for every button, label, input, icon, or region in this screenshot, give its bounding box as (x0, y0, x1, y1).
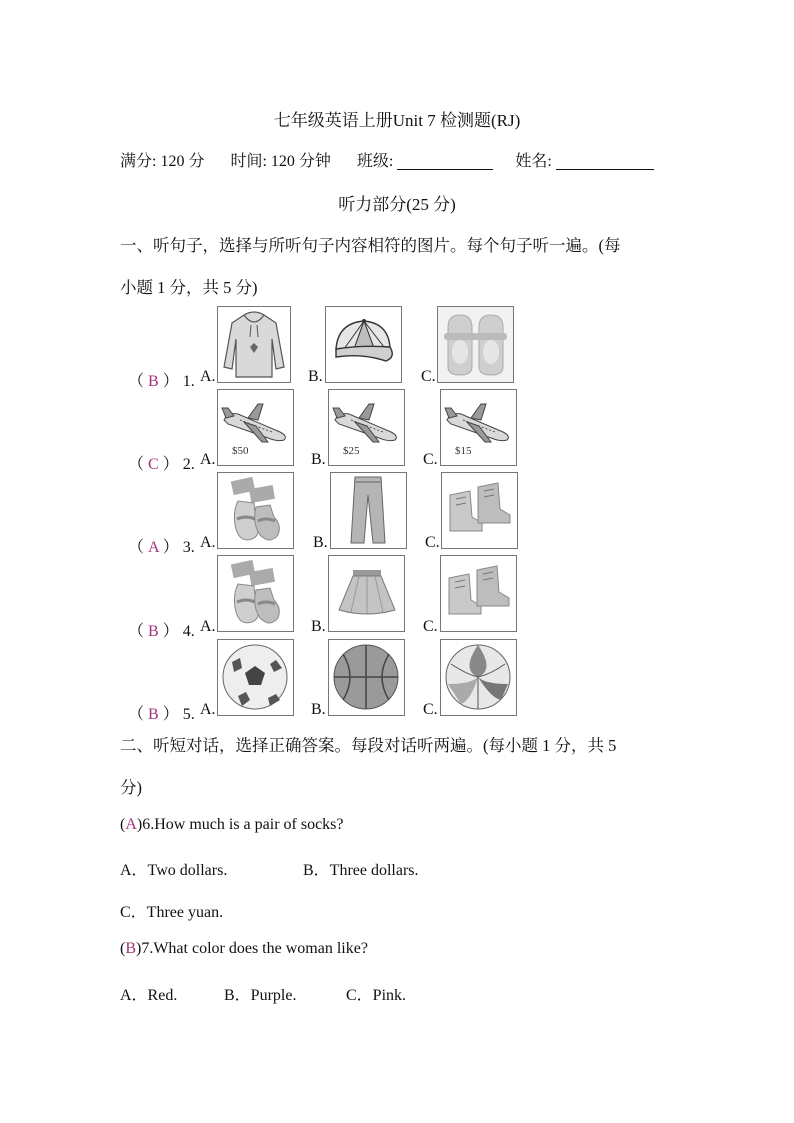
option-c-label: C. (425, 534, 440, 551)
section1-instruction-line1: 一、听句子，选择与所听句子内容相符的图片。每个句子听一遍。(每 (120, 236, 621, 255)
option-c-label: C. (421, 368, 436, 385)
q7-option-a: A．Red. (120, 987, 178, 1004)
question-2-label: （ C ） 2. (128, 456, 195, 473)
q7-option-c: C．Pink. (346, 987, 407, 1004)
price-label: $25 (343, 445, 360, 457)
question-number: 1. (182, 373, 195, 390)
option-c-label: C. (423, 451, 438, 468)
basketball-icon[interactable] (328, 639, 405, 716)
option-a-label: A. (200, 368, 216, 385)
option-a-label: A. (200, 618, 216, 635)
question-number: 2. (182, 456, 195, 473)
question-number: 3. (182, 539, 195, 556)
socks-icon[interactable] (217, 555, 294, 632)
baseball-cap-icon[interactable] (325, 306, 402, 383)
option-b-label: B. (308, 368, 323, 385)
option-c-label: C. (423, 701, 438, 718)
question-6: (A)6.How much is a pair of socks? (120, 816, 344, 833)
option-b-label: B. (311, 618, 326, 635)
option-b-label: B. (311, 451, 326, 468)
question-6-text: 6.How much is a pair of socks? (142, 816, 344, 833)
q6-option-c: C．Three yuan. (120, 904, 224, 921)
q6-option-b: B．Three dollars. (303, 862, 419, 879)
question-1-label: （ B ） 1. (128, 373, 195, 390)
answer-4: B (148, 623, 159, 640)
socks-icon[interactable] (217, 472, 294, 549)
name-blank[interactable] (556, 151, 654, 170)
question-3-label: （ A ） 3. (128, 539, 195, 556)
answer-1: B (148, 373, 159, 390)
exam-info (120, 148, 654, 171)
question-7-text: 7.What color does the woman like? (141, 940, 368, 957)
section1-instruction-line2: 小题 1 分，共 5 分) (120, 278, 258, 297)
q6-option-a: A．Two dollars. (120, 862, 228, 879)
answer-5: B (148, 706, 159, 723)
boots-icon[interactable] (440, 555, 517, 632)
question-4-label: （ B ） 4. (128, 623, 195, 640)
score-label: 满分: 120 分 (120, 153, 205, 170)
question-7: (B)7.What color does the woman like? (120, 940, 368, 957)
section2-instruction-line2: 分) (120, 778, 142, 797)
option-b-label: B. (313, 534, 328, 551)
option-b-label: B. (311, 701, 326, 718)
answer-3: A (148, 539, 159, 556)
q7-option-b: B．Purple. (224, 987, 297, 1004)
volleyball-icon[interactable] (440, 639, 517, 716)
price-label: $15 (455, 445, 472, 457)
class-blank[interactable] (397, 151, 493, 170)
page-title: 七年级英语上册Unit 7 检测题(RJ) (273, 111, 521, 130)
answer-7: B (125, 940, 136, 957)
shoes-icon[interactable] (437, 306, 514, 383)
hoodie-icon[interactable] (217, 306, 291, 383)
airplane-icon[interactable] (440, 389, 517, 466)
option-a-label: A. (200, 451, 216, 468)
listening-section-title: 听力部分(25 分) (338, 195, 456, 214)
airplane-icon[interactable] (217, 389, 294, 466)
name-label: 姓名: (515, 153, 552, 170)
question-number: 5. (182, 706, 195, 723)
trousers-icon[interactable] (330, 472, 407, 549)
option-a-label: A. (200, 534, 216, 551)
time-label: 时间: 120 分钟 (230, 153, 331, 170)
soccer-ball-icon[interactable] (217, 639, 294, 716)
answer-2: C (148, 456, 159, 473)
option-c-label: C. (423, 618, 438, 635)
airplane-icon[interactable] (328, 389, 405, 466)
boots-icon[interactable] (441, 472, 518, 549)
option-a-label: A. (200, 701, 216, 718)
skirt-icon[interactable] (328, 555, 405, 632)
class-label: 班级: (356, 153, 394, 170)
question-5-label: （ B ） 5. (128, 706, 195, 723)
question-number: 4. (182, 623, 195, 640)
answer-6: A (125, 816, 137, 833)
price-label: $50 (232, 445, 249, 457)
section2-instruction-line1: 二、听短对话，选择正确答案。每段对话听两遍。(每小题 1 分，共 5 (120, 736, 617, 755)
